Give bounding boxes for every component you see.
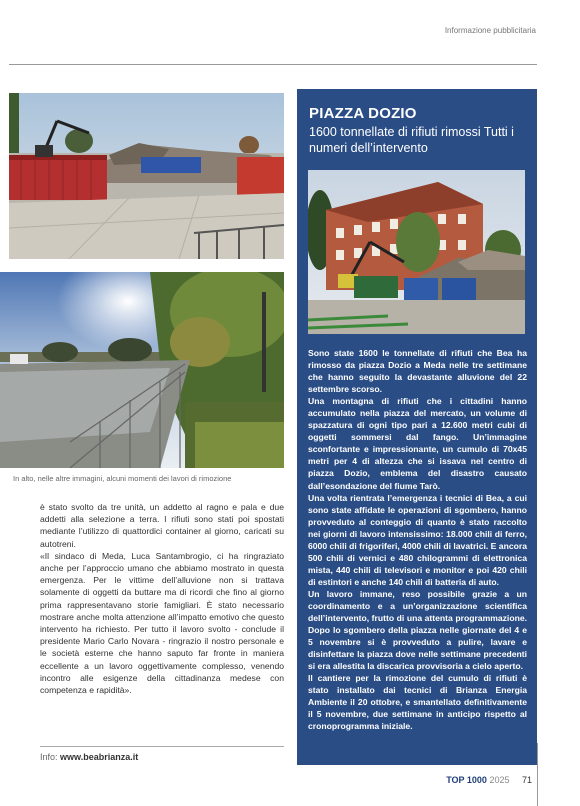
article-left-column [40,501,284,696]
photo-caption: In alto, nelle altre immagini, alcuni momenti dei lavori di rimozione [13,474,232,483]
header-divider [9,64,537,65]
left-paragraph: è stato svolto da tre unità, un addetto al ragno e pala e due addetti alla selezione a terra. I rifiuti sono stati poi spostati mediante l’utilizzo di quattordici container al giorno, caricati su autotreni. [40,502,284,549]
piazza-dozio-box [297,89,537,765]
page-number: 71 [521,775,532,785]
footer-year: 2025 [489,775,510,785]
box-title: PIAZZA DOZIO [309,105,417,122]
footer-brand: TOP 1000 [446,775,487,785]
info-link[interactable]: www.beabrianza.it [60,752,139,762]
photo-containers [9,93,284,259]
info-label: Info: [40,752,58,762]
box-paragraph: Sono state 1600 le tonnellate di rifiuti che Bea ha rimosso da piazza Dozio a Meda nelle tre settimane che hanno seguito la devastante alluvione del 22 settembre scorso. [308,348,527,395]
page-footer [446,775,532,785]
box-article-text [308,347,527,733]
box-subtitle: 1600 tonnellate di rifiuti rimossi Tutti i numeri dell’intervento [309,125,514,155]
box-paragraph: Il cantiere per la rimozione del cumulo di rifiuti è stato installato dai tecnici di Brianza Energia Ambiente il 20 ottobre, e smantellato definitivamente il 5 novembre, due settimane in anticipo rispetto al cronoprogramma iniziale. [308,673,527,732]
left-paragraph: «Il sindaco di Meda, Luca Santambrogio, ci ha ringraziato anche per l’approccio umano che abbiamo mostrato in questa emergenza. Per le vittime dell’alluvione non si trattava solamente di oggetti da buttare ma di ricordi che fino al giorno prima rappresentavano storie famigliari. È stato necessario mostrare anche molta attenzione all’impatto emotivo che questo intervento ha richiesto. Per tutto il lavoro svolto - conclude il presidente Mario Carlo Novara - ringrazio il nostro personale e le società esterne che hanno saputo far fronte in maniera eccellente a un lavoro oggettivamente complesso, venendo incontro alle esigenze della cittadinanza medese con competenza e rapidità». [40,550,284,696]
photo-piazza-dozio [308,170,525,334]
box-paragraph: Una volta rientrata l’emergenza i tecnici di Bea, a cui sono state affidate le operazioni di sgombero, hanno provveduto al conteggio di quanto è stato raccolto nei giorni di lavoro intensissimo: 18.000 chili di ferro, 6000 chili di frigoriferi, 4000 chili di lavatrici. E ancora 500 chili di vernici e 480 chilogrammi di elettronica mista, 440 chili di televisori e monitor e poi 420 chili di estintori e anche 140 chili di batteria di auto. [308,492,527,587]
advertorial-label: Informazione pubblicitaria [444,26,536,35]
footer-divider [537,743,538,806]
info-divider [40,746,284,747]
box-paragraph: Una montagna di rifiuti che i cittadini hanno accumulato nella piazza del mercato, un volume di spazzatura di ogni tipo pari a 12.600 metri cubi di oggetti sommersi dal fango. Un’immagine sconfortante e impressionante, un cumulo di 70x45 metri per 4 di altezza che si issava nel centro di piazza Dozio, emblema del disastro causato dall’esondazione del fiume Tarò. [308,396,527,491]
photo-flooded-square [0,272,284,468]
box-paragraph: Un lavoro immane, reso possibile grazie a un coordinamento e a un’organizzazione scientifica dell’intervento, frutto di una attenta programmazione. Dopo lo sgombero della piazza nelle giornate del 4 e 5 novembre si è provveduto a pulire, lavare e disinfettare la piazza dove nelle settimane precedenti si era allestita la discarica provvisoria a cielo aperto. [308,588,527,672]
info-line [40,752,138,762]
